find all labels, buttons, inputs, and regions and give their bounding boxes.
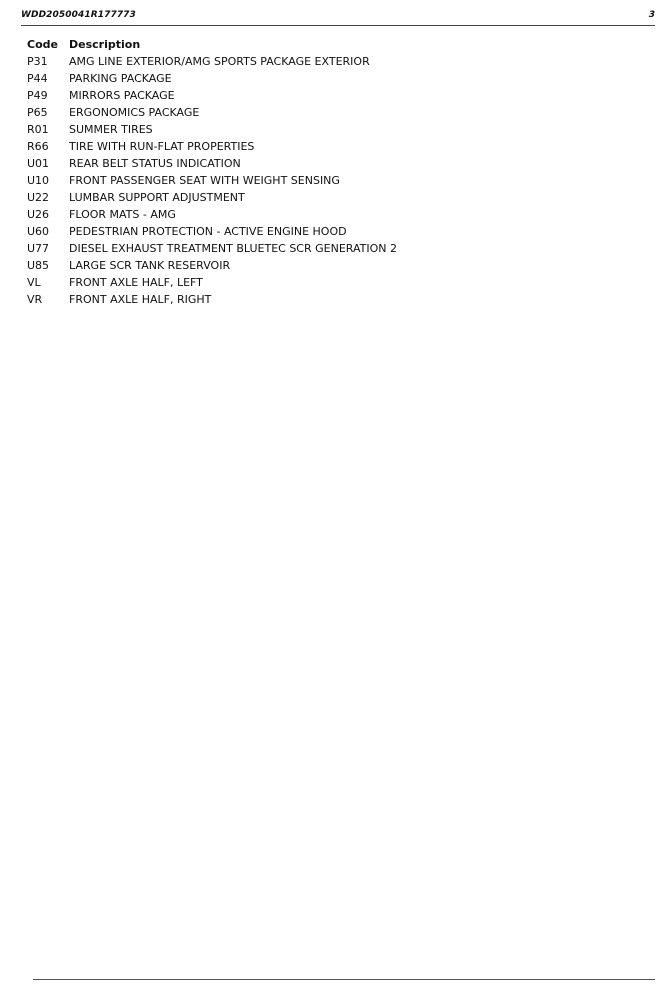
table-row xyxy=(27,172,397,189)
option-code: U77 xyxy=(27,242,50,255)
option-code: U60 xyxy=(27,225,50,238)
option-code: P31 xyxy=(27,55,48,68)
option-description: FRONT AXLE HALF, RIGHT xyxy=(69,293,212,306)
page-number: 3 xyxy=(648,10,655,20)
option-code: R01 xyxy=(27,123,49,136)
option-code: U26 xyxy=(27,208,50,221)
table-row xyxy=(27,70,397,87)
table-row xyxy=(27,257,397,274)
option-description: PEDESTRIAN PROTECTION - ACTIVE ENGINE HOOD xyxy=(69,225,347,238)
option-description: LARGE SCR TANK RESERVOIR xyxy=(69,259,231,272)
table-header-row xyxy=(27,36,397,53)
option-description: REAR BELT STATUS INDICATION xyxy=(69,157,241,170)
option-code-table xyxy=(27,36,397,308)
option-description: ERGONOMICS PACKAGE xyxy=(69,106,200,119)
column-header-description: Description xyxy=(69,38,141,51)
option-code: P44 xyxy=(27,72,48,85)
vin-label: WDD2050041R177773 xyxy=(21,10,136,20)
option-code: U22 xyxy=(27,191,50,204)
option-description: FRONT PASSENGER SEAT WITH WEIGHT SENSING xyxy=(69,174,340,187)
table-row xyxy=(27,104,397,121)
option-code: U85 xyxy=(27,259,50,272)
table-row xyxy=(27,206,397,223)
option-code: P49 xyxy=(27,89,48,102)
table-row xyxy=(27,274,397,291)
table-row xyxy=(27,291,397,308)
option-description: SUMMER TIRES xyxy=(69,123,153,136)
table-row xyxy=(27,240,397,257)
table-row xyxy=(27,155,397,172)
option-code: R66 xyxy=(27,140,49,153)
footer-divider xyxy=(33,979,655,980)
option-code: VR xyxy=(27,293,43,306)
table-row xyxy=(27,189,397,206)
option-description: LUMBAR SUPPORT ADJUSTMENT xyxy=(69,191,245,204)
option-description: FRONT AXLE HALF, LEFT xyxy=(69,276,203,289)
option-code: VL xyxy=(27,276,41,289)
option-description: PARKING PACKAGE xyxy=(69,72,172,85)
option-description: DIESEL EXHAUST TREATMENT BLUETEC SCR GENERATION 2 xyxy=(69,242,397,255)
table-row xyxy=(27,138,397,155)
option-code: P65 xyxy=(27,106,48,119)
column-header-code: Code xyxy=(27,38,58,51)
option-description: FLOOR MATS - AMG xyxy=(69,208,176,221)
option-description: TIRE WITH RUN-FLAT PROPERTIES xyxy=(69,140,255,153)
table-row xyxy=(27,87,397,104)
option-code: U01 xyxy=(27,157,50,170)
table-row xyxy=(27,53,397,70)
table-row xyxy=(27,223,397,240)
table-row xyxy=(27,121,397,138)
option-description: MIRRORS PACKAGE xyxy=(69,89,175,102)
option-code: U10 xyxy=(27,174,50,187)
option-description: AMG LINE EXTERIOR/AMG SPORTS PACKAGE EXTERIOR xyxy=(69,55,370,68)
page-header xyxy=(21,9,655,26)
